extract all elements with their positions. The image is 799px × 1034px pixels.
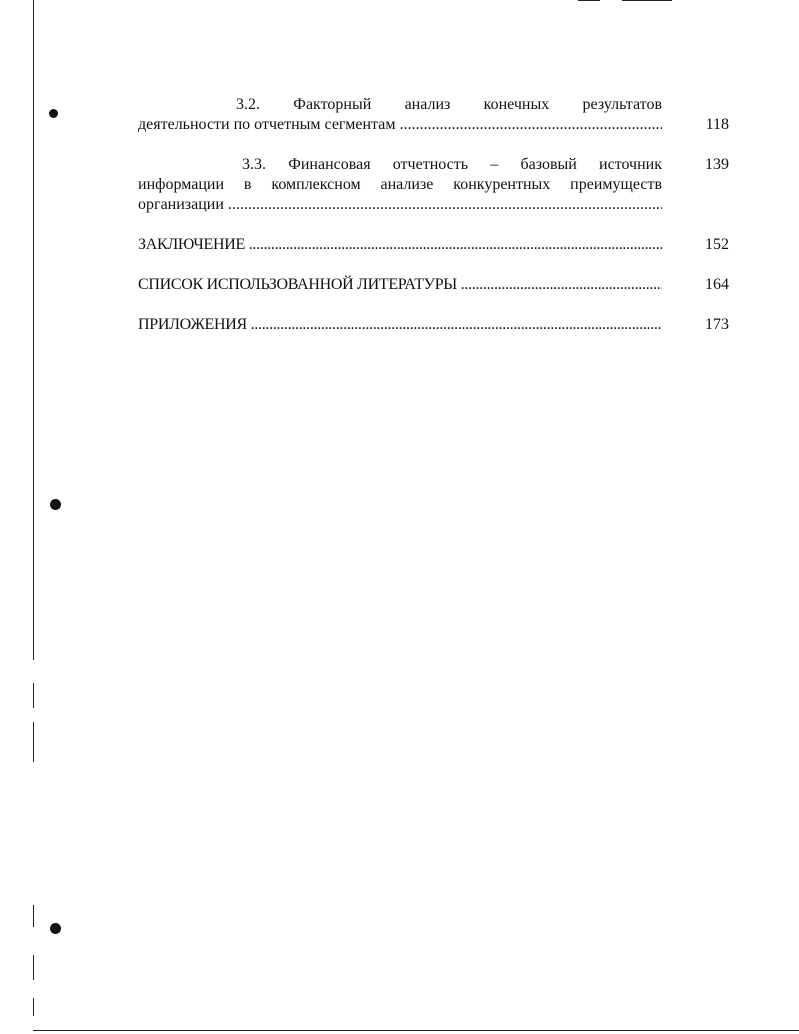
- toc-entry: [138, 315, 733, 335]
- top-edge-mark: [578, 0, 600, 1]
- toc-entry-line: организации .....: [138, 195, 662, 215]
- toc-entry-text: [138, 275, 662, 295]
- punch-hole-mark: [50, 499, 61, 510]
- left-margin-line: [33, 722, 34, 762]
- toc-entry-text: [138, 155, 662, 215]
- toc-entry: [138, 155, 733, 215]
- toc-page-number: 118: [705, 116, 729, 133]
- toc-entry: [138, 95, 733, 135]
- toc-entry-line: 3.2. Факторный анализ конечных результатов: [236, 96, 662, 113]
- toc-entry-line: ПРИЛОЖЕНИЯ .....: [138, 315, 662, 335]
- left-margin-line: [33, 998, 34, 1016]
- toc-entry-line: СПИСОК ИСПОЛЬЗОВАННОЙ ЛИТЕРАТУРЫ .....: [138, 275, 662, 295]
- left-margin-line: [33, 0, 34, 660]
- toc-page-number: 173: [705, 316, 729, 333]
- toc-page-number: 164: [705, 276, 729, 293]
- bottom-edge-line: [33, 1030, 799, 1031]
- toc-entry-line: ЗАКЛЮЧЕНИЕ .....: [138, 235, 662, 255]
- toc-entry: [138, 275, 733, 295]
- toc-entry-line: 3.3. Финансовая отчетность – базовый источник: [242, 156, 662, 173]
- toc-page-number: 152: [705, 236, 729, 253]
- toc-entry-text: [138, 235, 662, 255]
- left-margin-line: [33, 905, 34, 927]
- toc-page-number: 139: [705, 156, 729, 173]
- toc-entry: [138, 235, 733, 255]
- left-margin-line: [33, 683, 34, 708]
- toc-entry-text: [138, 315, 662, 335]
- punch-hole-mark: [50, 923, 61, 934]
- toc-entry-text: [138, 95, 662, 135]
- toc-entry-line: информации в комплексном анализе конкурентных преимуществ: [138, 176, 662, 193]
- top-edge-mark: [622, 0, 672, 1]
- left-margin-line: [33, 955, 34, 980]
- punch-hole-mark: [49, 109, 58, 118]
- toc-entry-line: деятельности по отчетным сегментам .....: [138, 115, 662, 135]
